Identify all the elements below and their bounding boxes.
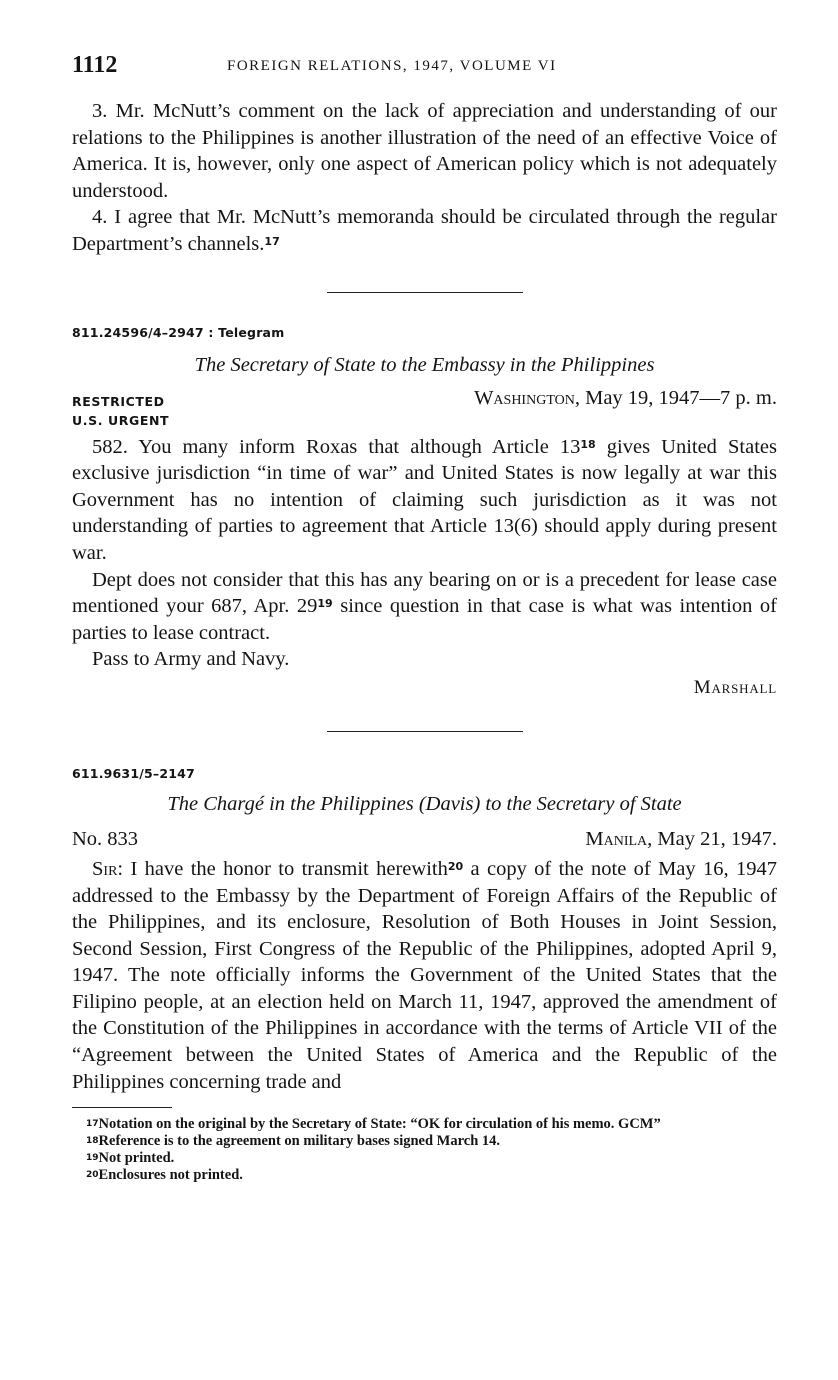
place-date: Manila, May 21, 1947.	[585, 827, 777, 850]
signature: Marshall	[693, 676, 777, 698]
paragraph-3: 3. Mr. McNutt’s comment on the lack of appreciation and understanding of our relations to the Philippines is another illustration of the need of an effective Voice of America. It is, however, only one aspect of American policy which is not adequately understood.	[72, 100, 777, 202]
footnote-ref-19[interactable]: 19	[317, 597, 333, 611]
despatch-meta	[72, 828, 777, 854]
place-date: Washington, May 19, 1947—7 p. m.	[474, 386, 777, 409]
footnote-ref-18[interactable]: 18	[580, 437, 596, 451]
despatch-paragraph-1: Sir: I have the honor to transmit herewith$^{20}$ a copy of the note of May 16, 1947 addressed to the Embassy by the Department of Foreign Affairs of the Republic of the Philippines, and its enclosure, Resolution of Both Houses in Joint Session, Second Session, First Congress of the Republic of the Philippines, adopted April 9, 1947. The note officially informs the Government of the United States that the Filipino people, at an election held on March 11, 1947, approved the amendment of the Constitution of the Philippines in accordance with the terms of Article VII of the “Agreement between the United States of America and the Republic of the Philippines concerning trade and	[72, 857, 777, 1093]
telegram-meta	[72, 387, 777, 413]
priority: U.S. URGENT	[72, 412, 170, 428]
document-title: The Secretary of State to the Embassy in the Philippines	[194, 353, 655, 376]
file-number: 811.24596/4–2947 : Telegram	[72, 324, 285, 340]
intro-section	[72, 98, 777, 258]
footnote-19: $^{19}$Not printed.	[86, 1150, 175, 1167]
footnote-divider	[72, 1107, 172, 1108]
running-title: FOREIGN RELATIONS, 1947, VOLUME VI	[227, 58, 557, 74]
footnotes	[72, 1116, 777, 1184]
file-number: 611.9631/5–2147	[72, 765, 195, 781]
section-divider	[327, 292, 523, 293]
classification: RESTRICTED	[72, 393, 165, 409]
page-number: 1112	[72, 52, 118, 78]
telegram-paragraph-1: 582. You many inform Roxas that although Article $13^{18}$ gives United States exclusive jurisdiction “in time of war” and United States is now legally at war this Government has no intention of claiming such jurisdiction as it was not understanding of parties to agreement that Article 13(6) should apply during present war.	[72, 435, 777, 564]
document-page	[72, 52, 777, 1184]
document-title: The Chargé in the Philippines (Davis) to the Secretary of State	[167, 792, 682, 815]
page-header	[72, 52, 777, 84]
footnote-18: $^{18}$Reference is to the agreement on military bases signed March 14.	[86, 1133, 501, 1150]
footnote-ref-20[interactable]: 20	[447, 859, 464, 873]
section-divider	[327, 731, 523, 732]
despatch-number: No. 833	[72, 827, 139, 850]
footnote-ref-17[interactable]: 17	[264, 234, 280, 248]
telegram-paragraph-2: Dept does not consider that this has any bearing on or is a precedent for lease case mentioned your 687, Apr. $29^{19}$ since question in that case is what was intention of parties to lease contract.	[72, 568, 777, 644]
telegram-paragraph-3: Pass to Army and Navy.	[92, 648, 290, 671]
footnote-20: $^{20}$Enclosures not printed.	[86, 1167, 243, 1184]
telegram-body	[72, 434, 777, 699]
despatch-body	[72, 856, 777, 1095]
paragraph-4: 4. I agree that Mr. McNutt’s memoranda should be circulated through the regular Department’s channels.$^{17}$	[72, 206, 777, 255]
footnote-17: $^{17}$Notation on the original by the Secretary of State: “OK for circulation of his memo. GCM”	[86, 1116, 661, 1133]
